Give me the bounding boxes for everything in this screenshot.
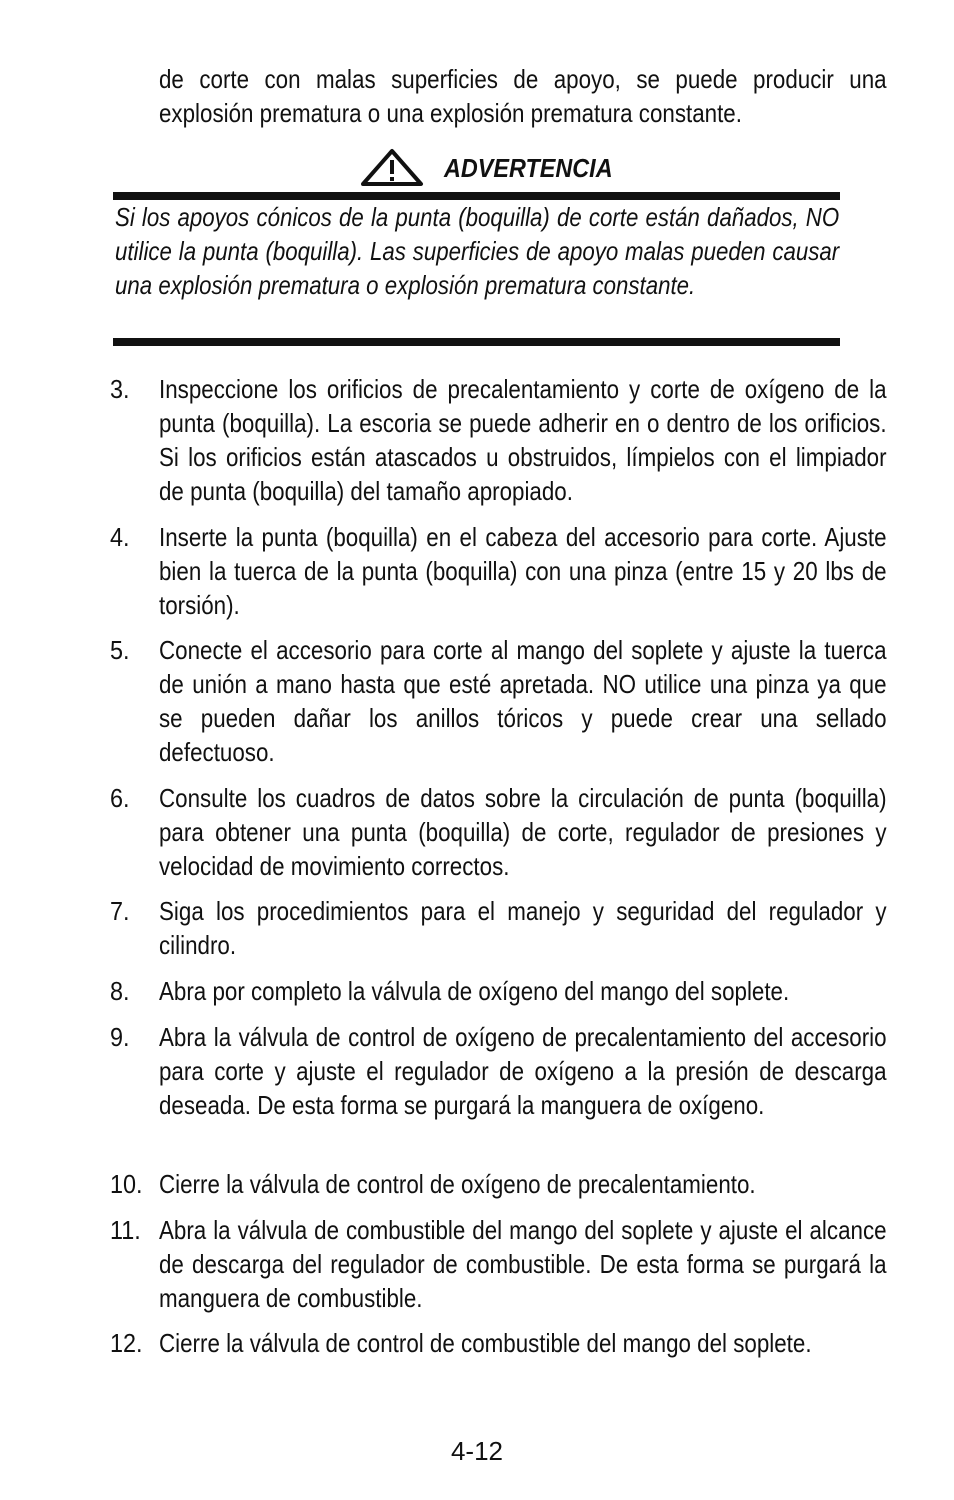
- step-number: 12.: [110, 1328, 143, 1358]
- step-text: Conecte el accesorio para corte al mango del soplete y ajuste la tuerca de unión a mano hasta que esté apretada. NO utilice una pinza ya que se pueden dañar los anillos tóricos y puede crear una sellado defectuoso.: [159, 635, 887, 767]
- step-number: 8.: [110, 976, 130, 1006]
- step-text: Cierre la válvula de control de combustible del mango del soplete.: [159, 1328, 812, 1358]
- step-number: 3.: [110, 374, 130, 404]
- step-number: 7.: [110, 896, 130, 926]
- step-text: Abra la válvula de control de oxígeno de precalentamiento del accesorio para corte y ajuste el regulador de oxígeno a la presión de descarga deseada. De esta forma se purgará la manguera de oxígeno.: [159, 1022, 887, 1120]
- step-number: 9.: [110, 1022, 130, 1052]
- warning-body: Si los apoyos cónicos de la punta (boquilla) de corte están dañados, NO utilice la punta (boquilla). Las superficies de apoyo malas pueden causar una explosión prematura o explosión prematura constante.: [115, 202, 840, 300]
- step-number: 4.: [110, 522, 130, 552]
- step-number: 6.: [110, 783, 130, 813]
- step-text: Inspeccione los orificios de precalentamiento y corte de oxígeno de la punta (boquilla). La escoria se puede adherir en o dentro de los orificios. Si los orificios están atascados u obstruidos, límpielos con el limpiador de punta (boquilla) del tamaño apropiado.: [159, 374, 887, 506]
- step-number: 5.: [110, 635, 130, 665]
- step-number: 10.: [110, 1169, 143, 1199]
- warning-bottom-rule: [113, 338, 840, 346]
- step-text: Cierre la válvula de control de oxígeno de precalentamiento.: [159, 1169, 756, 1199]
- warning-triangle-icon: [360, 148, 424, 188]
- step-text: Consulte los cuadros de datos sobre la circulación de punta (boquilla) para obtener una punta (boquilla) de corte, regulador de presiones y velocidad de movimiento correctos.: [159, 783, 887, 881]
- warning-title: ADVERTENCIA: [444, 152, 613, 183]
- step-text: Inserte la punta (boquilla) en el cabeza del accesorio para corte. Ajuste bien la tuerca de la punta (boquilla) con una pinza (entre 15 y 20 lbs de torsión).: [159, 522, 887, 620]
- warning-top-rule: [113, 192, 840, 200]
- intro-paragraph: de corte con malas superficies de apoyo, se puede producir una explosión prematura o una explosión prematura constante.: [159, 64, 887, 128]
- step-text: Abra la válvula de combustible del mango del soplete y ajuste el alcance de descarga del regulador de combustible. De esta forma se purgará la manguera de combustible.: [159, 1215, 887, 1313]
- step-number: 11.: [110, 1215, 141, 1245]
- step-text: Abra por completo la válvula de oxígeno del mango del soplete.: [159, 976, 790, 1006]
- warning-header: [360, 146, 631, 190]
- step-text: Siga los procedimientos para el manejo y seguridad del regulador y cilindro.: [159, 896, 887, 960]
- page-number: 4-12: [450, 1436, 504, 1466]
